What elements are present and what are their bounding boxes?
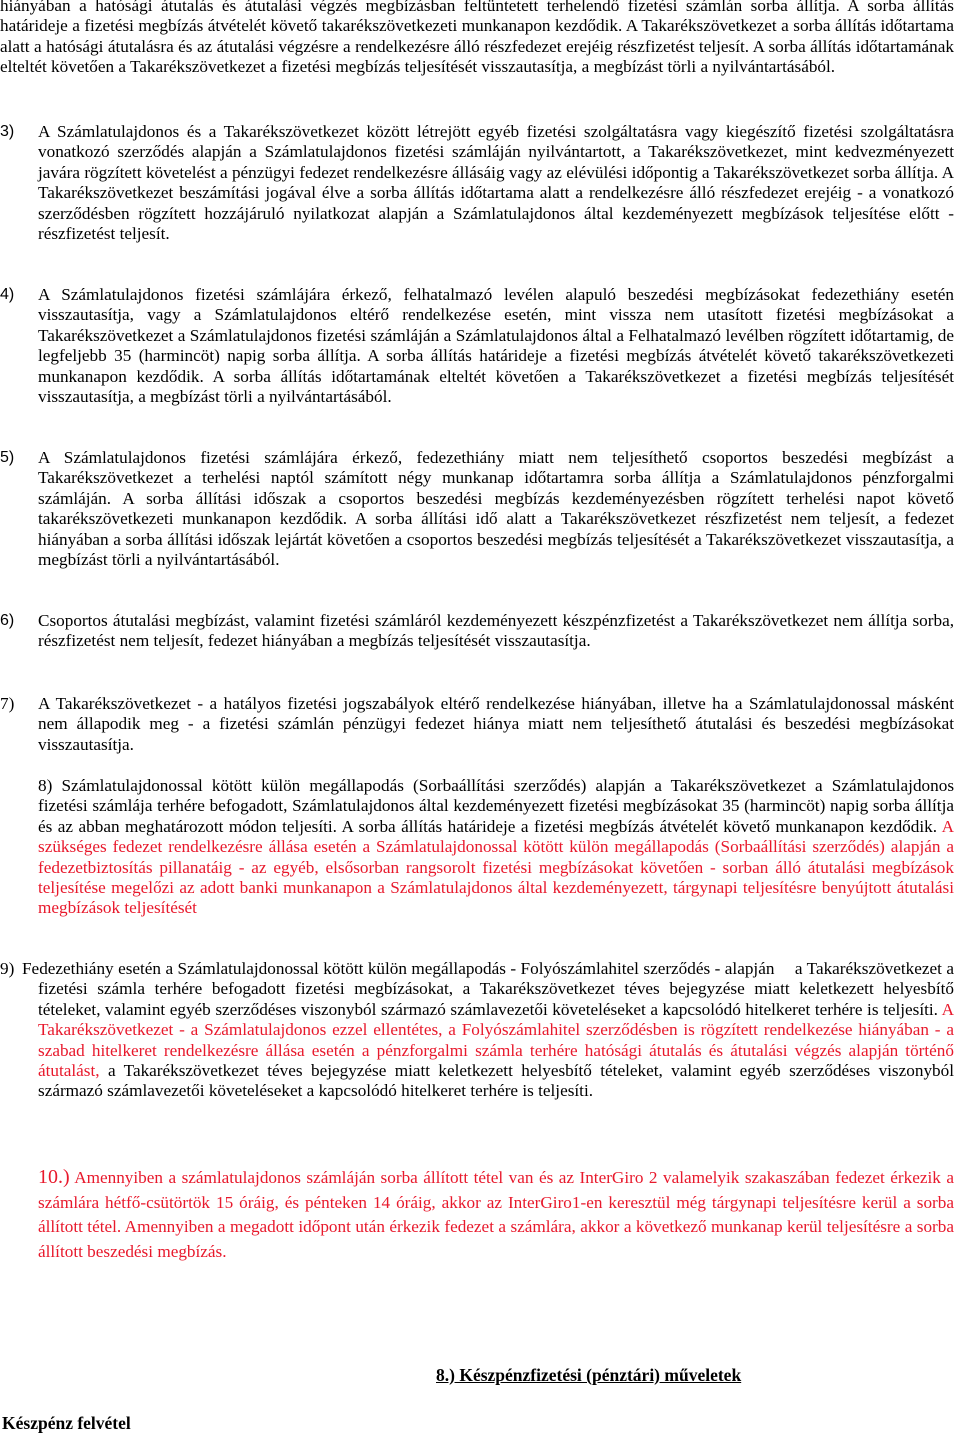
paragraph-text: A Számlatulajdonos fizetési számlájára érkező, fedezethiány miatt nem teljesíthető csoportos beszedési megbízást a Takarékszövetkezet a terhelési naptól számított négy munkanap időtartamra sorba állítja a Számlatulajdonos pénzforgalmi számláján. A sorba állítási időszak a csoportos beszedési megbízás kezdeményezésben rögzített terhelési napot követő takarékszövetkezeti munkanapon kezdődik. A sorba állítási idő alatt a Takarékszövetkezet részfizetést nem teljesít, a fedezet hiányában a sorba állítási időszak lejártát követően a csoportos beszedési megbízás teljesítését a Takarékszövetkezet visszautasítja, a megbízást törli a nyilvántartásából. <box>38 448 954 570</box>
paragraph-text: Csoportos átutalási megbízást, valamint fizetési számláról kezdeményezett készpénzfizetést a Takarékszövetkezet nem állítja sorba, részfizetést nem teljesít, fedezet hiányában a megbízás teljesítését visszautasítja. <box>38 611 954 651</box>
paragraph-5 <box>0 448 954 570</box>
paragraph-3 <box>0 122 954 244</box>
paragraph-lead: Fedezethiány esetén a Számlatulajdonossal kötött külön megállapodás - Folyószámlahitel szerződés - alapján <box>22 959 775 978</box>
paragraph-number: 5) <box>0 449 15 466</box>
paragraph-red-text: A szükséges fedezet rendelkezésre állása esetén a Számlatulajdonossal kötött külön megállapodás (Sorbaállítási szerződés) alapján a fedezetbiztosítás pillanatáig - az egyéb, elsősorban rangsorolt fizetési megbízásokat követően - sorban álló átutalási megbízások teljesítése megelőzi az adott banki munkanapon a Számlatulajdonos által kezdeményezett, tárgynapi teljesítésre benyújtott átutalási megbízások teljesítését <box>38 816 955 918</box>
paragraph-tail: a Takarékszövetkezet téves bejegyzése miatt keletkezett helyesbítő tételeket, valamint egyéb szerződéses viszonyból származó számlavezetői követeléseket a kapcsolódó hitelkeret terhére is teljesíti. <box>38 1061 954 1101</box>
paragraph-number: 6) <box>0 612 15 629</box>
paragraph-continuation <box>0 0 954 78</box>
paragraph-text: hiányában a hatósági átutalás és átutalási végzés megbízásban feltüntetett terhelendő fizetési számlán sorba állítja. A sorba állítás határideje a fizetési megbízás átvételét követő takarékszövetkezeti munkanapon kezdődik. A Takarékszövetkezet a sorba állítás időtartama alatt a hatósági átutalásra és az átutalási végzésre a rendelkezésre álló részfedezet erejéig részfizetést teljesít. A sorba állítás időtartamának elteltét követően a Takarékszövetkezet a fizetési megbízás teljesítését visszautasítja, a megbízást törli a nyilvántartásából. <box>0 0 954 77</box>
paragraph-text: A Számlatulajdonos fizetési számlájára érkező, felhatalmazó levélen alapuló beszedési megbízásokat fedezethiány esetén visszautasítja, vagy a Számlatulajdonos eltérő rendelkezése esetén, mint vissza nem utasított fizetési megbízásokat a Takarékszövetkezet a Számlatulajdonos fizetési számláján a Számlatulajdonos által a Felhatalmazó levélben rögzített időtartamig, de legfeljebb 35 (harmincöt) napig sorba állítja. A sorba állítás határideje a fizetési megbízás átvételét követő takarékszövetkezeti munkanapon kezdődik. A sorba állítás időtartamának elteltét követően a Takarékszövetkezet a fizetési megbízás teljesítését visszautasítja, a megbízást törli a nyilvántartásából. <box>38 285 954 407</box>
paragraph-number: 10.) <box>38 1166 70 1188</box>
paragraph-6 <box>0 611 954 652</box>
paragraph-7 <box>0 694 954 755</box>
paragraph-8 <box>38 776 954 919</box>
paragraph-number: 8) <box>38 776 53 795</box>
paragraph-number: 3) <box>0 123 15 140</box>
paragraph-red-text: A Takarékszövetkezet - a Számlatulajdonos ezzel ellentétes, a Folyószámlahitel szerződésben is rögzített rendelkezése hiányában - a szabad hitelkeret rendelkezésre állása esetén a pénzforgalmi számla terhére hatósági átutalás és átutalási végzés alapján történő átutalást, <box>38 999 954 1081</box>
paragraph-number: 9) <box>0 959 15 978</box>
paragraph-text: A Takarékszövetkezet - a hatályos fizetési jogszabályok eltérő rendelkezése hiányában, illetve ha a Számlatulajdonossal másként nem állapodik meg - a fizetési számlán pénzügyi fedezet hiánya miatt nem teljesíthető átutalási és beszedési megbízásokat visszautasítja. <box>38 694 954 754</box>
paragraph-text: a Takarékszövetkezet a fizetési számla terhére befogadott fizetési megbízásokat, a Takarékszövetkezet téves bejegyzése miatt keletkezett helyesbítő tételeket, valamint egyéb szerződéses viszonyból származó számlavezetői követeléseket a kapcsolódó hitelkeret terhére is teljesíti. <box>38 959 954 1019</box>
paragraph-4 <box>0 285 954 407</box>
paragraph-red-text: Amennyiben a számlatulajdonos számláján sorba állított tétel van és az InterGiro 2 valamelyik szakaszában fedezet érkezik a számlára hétfő-csütörtök 15 óráig, és pénteken 14 óráig, akkor az InterGiro1-en keresztül még tárgynapi teljesítésre kerül a sorba állított tétel. Amennyiben a megadott időpont után érkezik fedezet a számlára, akkor a következő munkanap kerül teljesítésre a sorba állított beszedési megbízás. <box>38 1168 954 1261</box>
paragraph-text: Számlatulajdonossal kötött külön megállapodás (Sorbaállítási szerződés) alapján a Takarékszövetkezet a Számlatulajdonos fizetési számlája terhére befogadott, Számlatulajdonos által kezdeményezett fizetési megbízásokat 35 (harmincöt) napig sorba állítja és az abban meghatározott módon teljesíti. A sorba állítás határideje a fizetési megbízás átvételét követő munkanapon kezdődik. <box>38 776 955 836</box>
paragraph-9 <box>0 959 954 1102</box>
paragraph-number: 4) <box>0 286 15 303</box>
paragraph-number: 7) <box>0 694 15 713</box>
section-heading: 8.) Készpénzfizetési (pénztári) műveletek <box>436 1365 742 1385</box>
paragraph-10 <box>38 1165 954 1264</box>
paragraph-text: A Számlatulajdonos és a Takarékszövetkezet között létrejött egyéb fizetési szolgáltatásra vagy kiegészítő fizetési szolgáltatásra vonatkozó szerződés alapján a Számlatulajdonos fizetési számláján nyilvántartott, a Takarékszövetkezet, mint kedvezményezett javára rögzített követelést a pénzügyi fedezet rendelkezésre állásáig vagy az elévülési időpontig a Takarékszövetkezet sorba állítja. A Takarékszövetkezet beszámítási jogával élve a sorba állítás időtartama alatt a rendelkezésre álló részfedezet erejéig - a vonatkozó szerződésben rögzített hozzájáruló nyilatkozat alapján a Számlatulajdonos által kezdeményezett megbízások teljesítése előtt - részfizetést teljesít. <box>38 122 954 244</box>
section-subheading: Készpénz felvétel <box>2 1413 131 1433</box>
